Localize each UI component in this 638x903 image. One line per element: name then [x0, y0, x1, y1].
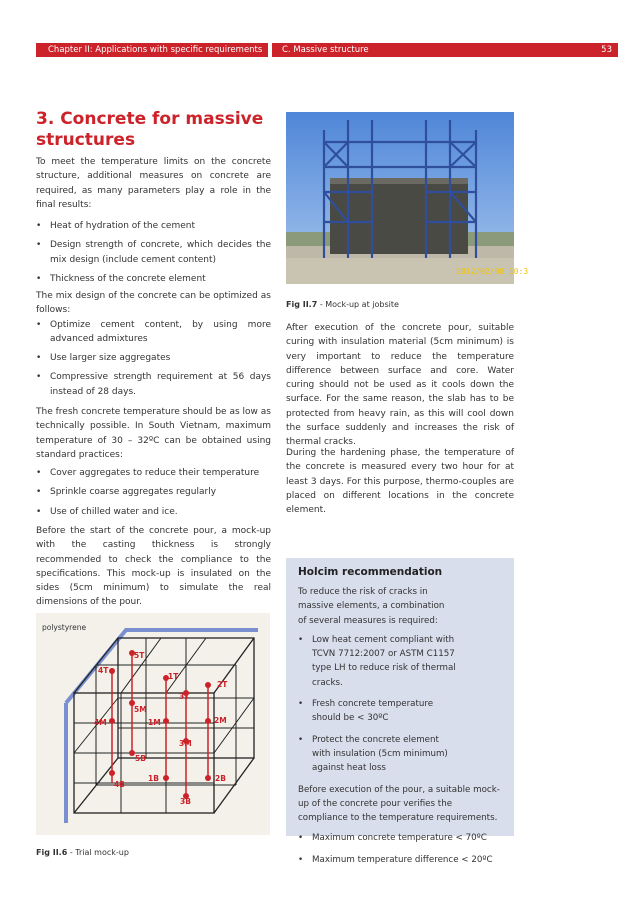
figure-caption-left: [36, 848, 129, 857]
polystyrene-label: polystyrene: [42, 623, 87, 632]
label-2m: 2M: [214, 716, 227, 725]
recommendation-title: Holcim recommendation: [298, 566, 443, 578]
list-item: • Maximum temperature difference < 20ºC: [298, 853, 510, 867]
label-5t: 5T: [134, 651, 145, 660]
trial-mockup-figure: [36, 613, 270, 835]
list-item: • Use larger size aggregates: [36, 351, 271, 365]
list-item: • Design strength of concrete, which decides the mix design (include cement content): [36, 238, 271, 267]
recommendation-body: [298, 585, 510, 874]
list-item: • Protect the concrete element with insulation (5cm minimum) against heat loss: [298, 733, 460, 776]
curing-paragraph: After execution of the concrete pour, suitable curing with insulation material (5cm minimum) is very important to reduce the temperature difference between surface and core. Water curing should not be used as it cools down the surface. For the same reason, the slab has to be protected from heavy rain, as this will cool down the surface suddenly and increases the risk of thermal cracks.: [286, 323, 514, 448]
recommendation-intro: To reduce the risk of cracks in massive elements, a combination of several measures is required:: [298, 587, 445, 626]
label-2b: 2B: [215, 774, 226, 783]
recommendation-mid-text: Before execution of the pour, a suitable mock-up of the concrete pour verifies the compliance to the temperature requirements.: [298, 784, 500, 824]
mix-design-text: [36, 289, 271, 399]
label-3t: 3T: [179, 692, 190, 701]
mix-intro-paragraph: The mix design of the concrete can be optimized as follows:: [36, 291, 271, 316]
fresh-concrete-text: [36, 405, 271, 519]
list-item: • Thickness of the concrete element: [36, 272, 271, 286]
list-item: • Compressive strength requirement at 56 days instead of 28 days.: [36, 370, 271, 399]
photo-date-stamp: 2012/02/08 10:3: [456, 267, 529, 276]
mockup-diagram: [36, 613, 270, 835]
mix-bullet-list: [36, 318, 271, 399]
list-item: • Sprinkle coarse aggregates regularly: [36, 485, 271, 499]
jobsite-photo: [286, 112, 529, 284]
intro-bullet-list: [36, 219, 271, 286]
recommendation-bullet-list: [298, 633, 510, 776]
page-number: 53: [601, 45, 612, 55]
label-1b: 1B: [148, 774, 159, 783]
caption-label: Fig II.6: [36, 848, 68, 857]
label-5b: 5B: [135, 754, 146, 763]
label-4b: 4B: [114, 780, 125, 789]
label-4m: 4M: [94, 718, 107, 727]
list-item: • Fresh concrete temperature should be < 30ºC: [298, 697, 460, 726]
list-item: • Optimize cement content, by using more advanced admixtures: [36, 318, 271, 347]
intro-paragraph: To meet the temperature limits on the concrete structure, additional measures on concrete are required, as many parameters play a role in the final results:: [36, 157, 271, 210]
recommendation-end-list: [298, 831, 510, 867]
list-item: • Maximum concrete temperature < 70ºC: [298, 831, 510, 845]
figure-caption-right: [286, 300, 399, 309]
caption-text: - Mock-up at jobsite: [317, 300, 399, 309]
list-item: • Heat of hydration of the cement: [36, 219, 271, 233]
fresh-bullet-list: [36, 466, 271, 519]
fresh-paragraph: The fresh concrete temperature should be as low as technically possible. In South Vietnam, maximum temperature of 30 – 32ºC can be obtained using standard practices:: [36, 407, 271, 460]
holcim-recommendation-box: [286, 558, 514, 865]
label-1t: 1T: [168, 672, 179, 681]
label-3m: 3M: [179, 739, 192, 748]
hardening-paragraph: During the hardening phase, the temperature of the concrete is measured every two hour for at least 3 days. For this purpose, thermo-couples are placed on different locations in the concrete element.: [286, 448, 514, 516]
label-3b: 3B: [180, 797, 191, 806]
chapter-header: [36, 43, 268, 57]
section-title: C. Massive structure: [282, 45, 369, 55]
section-header: [272, 43, 618, 57]
jobsite-photo-illustration: [286, 112, 529, 284]
chapter-title: Chapter II: Applications with specific requirements: [48, 45, 263, 55]
caption-label: Fig II.7: [286, 300, 318, 309]
label-5m: 5M: [134, 705, 147, 714]
left-column-text: [36, 155, 271, 286]
label-4t: 4T: [98, 666, 109, 675]
list-item: • Use of chilled water and ice.: [36, 505, 271, 519]
caption-text: - Trial mock-up: [67, 848, 129, 857]
label-1m: 1M: [148, 718, 161, 727]
section-heading: 3. Concrete for massive structures: [36, 109, 264, 150]
label-2t: 2T: [217, 680, 228, 689]
list-item: • Low heat cement compliant with TCVN 7712:2007 or ASTM C1157 type LH to reduce risk of thermal cracks.: [298, 633, 460, 690]
mockup-paragraph: Before the start of the concrete pour, a mock-up with the casting thickness is strongly recommended to check the compliance to the specifications. This mock-up is insulated on the sides (5cm minimum) to simulate the real dimensions of the pour.: [36, 526, 271, 608]
list-item: • Cover aggregates to reduce their temperature: [36, 466, 271, 480]
